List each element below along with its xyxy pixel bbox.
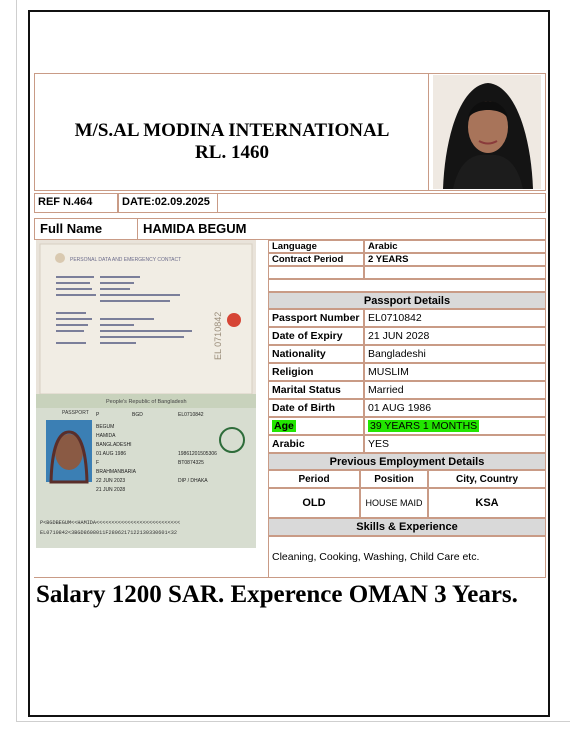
candidate-photo — [433, 75, 541, 189]
scan-code: BGD — [132, 412, 143, 418]
period-header: Period — [268, 470, 360, 488]
full-name-value: HAMIDA BEGUM — [143, 221, 247, 236]
scan-sex: F — [96, 460, 100, 466]
scan-authority: DIP / DHAKA — [178, 478, 208, 484]
scan-issue-date: 22 JUN 2023 — [96, 478, 126, 484]
scan-nationality: BANGLADESHI — [96, 442, 132, 448]
employment-position: HOUSE MAID — [360, 488, 428, 518]
agency-license: RL. 1460 — [195, 142, 269, 163]
scan-mrz-line1: P<BGDBEGUM<<HAMIDA<<<<<<<<<<<<<<<<<<<<<<<<<<< — [40, 520, 181, 526]
employment-period: OLD — [268, 488, 360, 518]
nationality-label: Nationality — [268, 345, 364, 363]
scan-surname: BEGUM — [96, 424, 115, 430]
scan-dob: 01 AUG 1986 — [96, 451, 127, 457]
scan-mrz-line2: EL0710842<3BGD8608011F2806217122130330601<32 — [40, 530, 177, 536]
passport-number-label: Passport Number — [268, 309, 364, 327]
scan-country: People's Republic of Bangladesh — [106, 399, 187, 405]
language-value: Arabic — [364, 240, 546, 253]
date-of-birth-label: Date of Birth — [268, 399, 364, 417]
passport-scan — [36, 240, 256, 548]
previous-employment-header: Previous Employment Details — [268, 453, 546, 470]
passport-scan-graphic — [36, 240, 256, 548]
age-value: 39 YEARS 1 MONTHS — [370, 420, 478, 432]
empty-cell — [364, 266, 546, 279]
scan-passport-no: EL0710842 — [178, 412, 204, 418]
scan-page-label: PASSPORT — [62, 410, 89, 416]
arabic-label: Arabic — [268, 435, 364, 453]
scan-prev-passport: BT0874325 — [178, 460, 204, 466]
date-of-expiry-value: 21 JUN 2028 — [364, 327, 546, 345]
position-header: Position — [360, 470, 428, 488]
empty-row — [268, 279, 546, 292]
scan-serial: EL 0710842 — [213, 311, 223, 360]
scan-type: P — [96, 412, 100, 418]
nationality-value: Bangladeshi — [364, 345, 546, 363]
date-of-birth-value: 01 AUG 1986 — [364, 399, 546, 417]
full-name-label: Full Name — [40, 221, 103, 236]
candidate-photo-graphic — [433, 75, 541, 189]
marital-status-label: Marital Status — [268, 381, 364, 399]
language-label: Language — [268, 240, 364, 253]
agency-title — [36, 120, 428, 164]
bottom-edge-line — [16, 721, 570, 722]
age-label: Age — [274, 420, 294, 432]
age-label-cell — [268, 417, 364, 435]
religion-value: MUSLIM — [364, 363, 546, 381]
age-value-cell — [364, 417, 546, 435]
skills-text: Cleaning, Cooking, Washing, Child Care etc. — [268, 536, 546, 578]
left-edge-line — [16, 0, 17, 722]
scan-personal-no: 19861201505306 — [178, 451, 217, 457]
agency-name: M/S.AL MODINA INTERNATIONAL — [74, 120, 390, 141]
scan-given-name: HAMIDA — [96, 433, 116, 439]
salary-note: Salary 1200 SAR. Experence OMAN 3 Years. — [36, 581, 518, 608]
scan-top-heading: PERSONAL DATA AND EMERGENCY CONTACT — [70, 257, 182, 263]
scan-expiry: 21 JUN 2028 — [96, 487, 126, 493]
scan-birth-place: BRAHMANBARIA — [96, 469, 137, 475]
empty-cell — [268, 266, 364, 279]
ref-date: DATE:02.09.2025 — [122, 196, 210, 208]
arabic-value: YES — [364, 435, 546, 453]
religion-label: Religion — [268, 363, 364, 381]
passport-details-header: Passport Details — [268, 292, 546, 309]
marital-status-value: Married — [364, 381, 546, 399]
skills-header: Skills & Experience — [268, 518, 546, 536]
contract-period-value: 2 YEARS — [364, 253, 546, 266]
divider-line — [34, 577, 268, 578]
contract-period-label: Contract Period — [268, 253, 364, 266]
passport-number-value: EL0710842 — [364, 309, 546, 327]
employment-country: KSA — [428, 488, 546, 518]
date-of-expiry-label: Date of Expiry — [268, 327, 364, 345]
city-country-header: City, Country — [428, 470, 546, 488]
ref-number: REF N.464 — [38, 196, 93, 208]
